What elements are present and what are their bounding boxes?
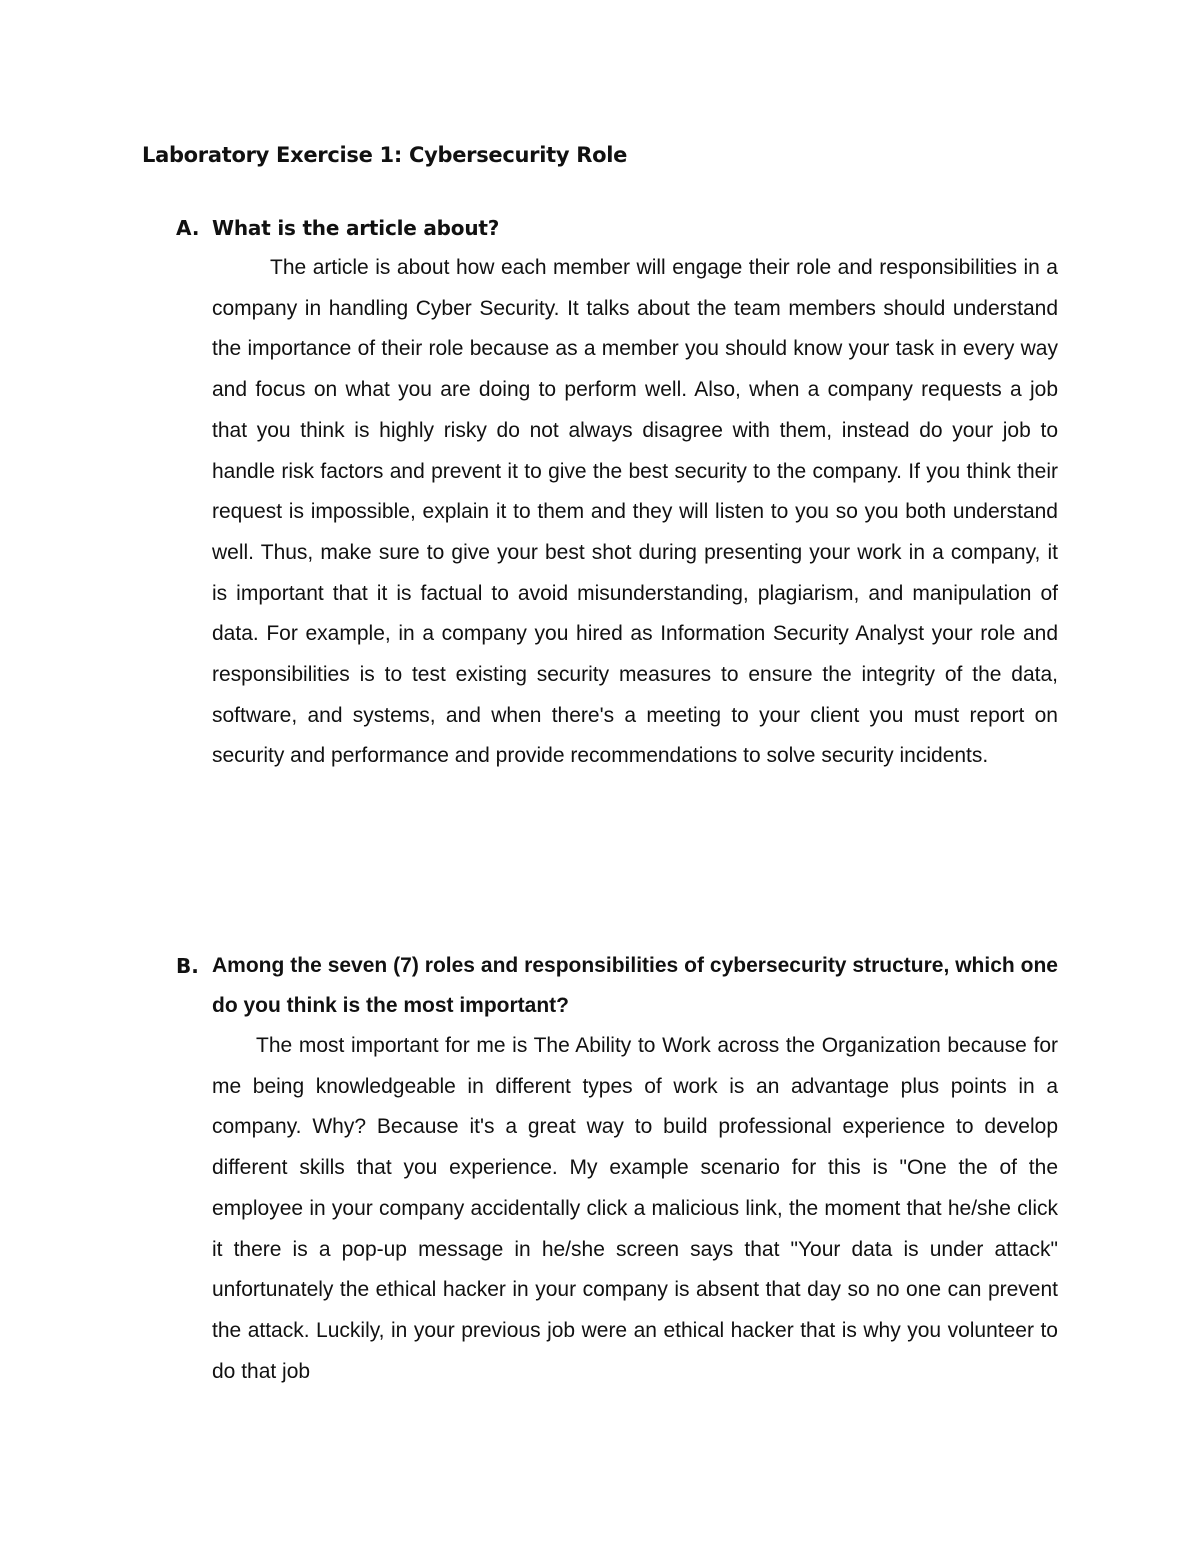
document-title: Laboratory Exercise 1: Cybersecurity Role: [142, 143, 628, 167]
question-a-text: What is the article about?: [212, 216, 500, 240]
answer-a-paragraph: The article is about how each member will engage their role and responsibilities in a company in handling Cyber Security. It talks about the team members should understand the importance of their role because as a member you should know your task in every way and focus on what you are doing to perform well. Also, when a company requests a job that you think is highly risky do not always disagree with them, instead do your job to handle risk factors and prevent it to give the best security to the company. If you think their request is impossible, explain it to them and they will listen to you so you both understand well. Thus, make sure to give your best shot during presenting your work in a company, it is important that it is factual to avoid misunderstanding, plagiarism, and manipulation of data. For example, in a company you hired as Information Security Analyst your role and responsibilities is to test existing security measures to ensure the integrity of the data, software, and systems, and when there's a meeting to your client you must report on security and performance and provide recommendations to solve security incidents.: [212, 256, 1058, 768]
section-b: [176, 946, 1058, 1392]
question-b-letter: B.: [176, 954, 199, 978]
question-b-text: Among the seven (7) roles and responsibilities of cybersecurity structure, which one do you think is the most important?: [212, 954, 1058, 1017]
question-b: [176, 946, 1058, 1026]
question-a: [176, 208, 1058, 248]
answer-b-paragraph: The most important for me is The Ability to Work across the Organization because for me being knowledgeable in different types of work is an advantage plus points in a company. Why? Because it's a great way to build professional experience to develop different skills that you experience. My example scenario for this is "One the of the employee in your company accidentally click a malicious link, the moment that he/she click it there is a pop-up message in he/she screen says that "Your data is under attack" unfortunately the ethical hacker in your company is absent that day so no one can prevent the attack. Luckily, in your previous job were an ethical hacker that is why you volunteer to do that job: [212, 1034, 1058, 1383]
question-a-letter: A.: [176, 216, 200, 240]
section-a: [176, 208, 1058, 777]
